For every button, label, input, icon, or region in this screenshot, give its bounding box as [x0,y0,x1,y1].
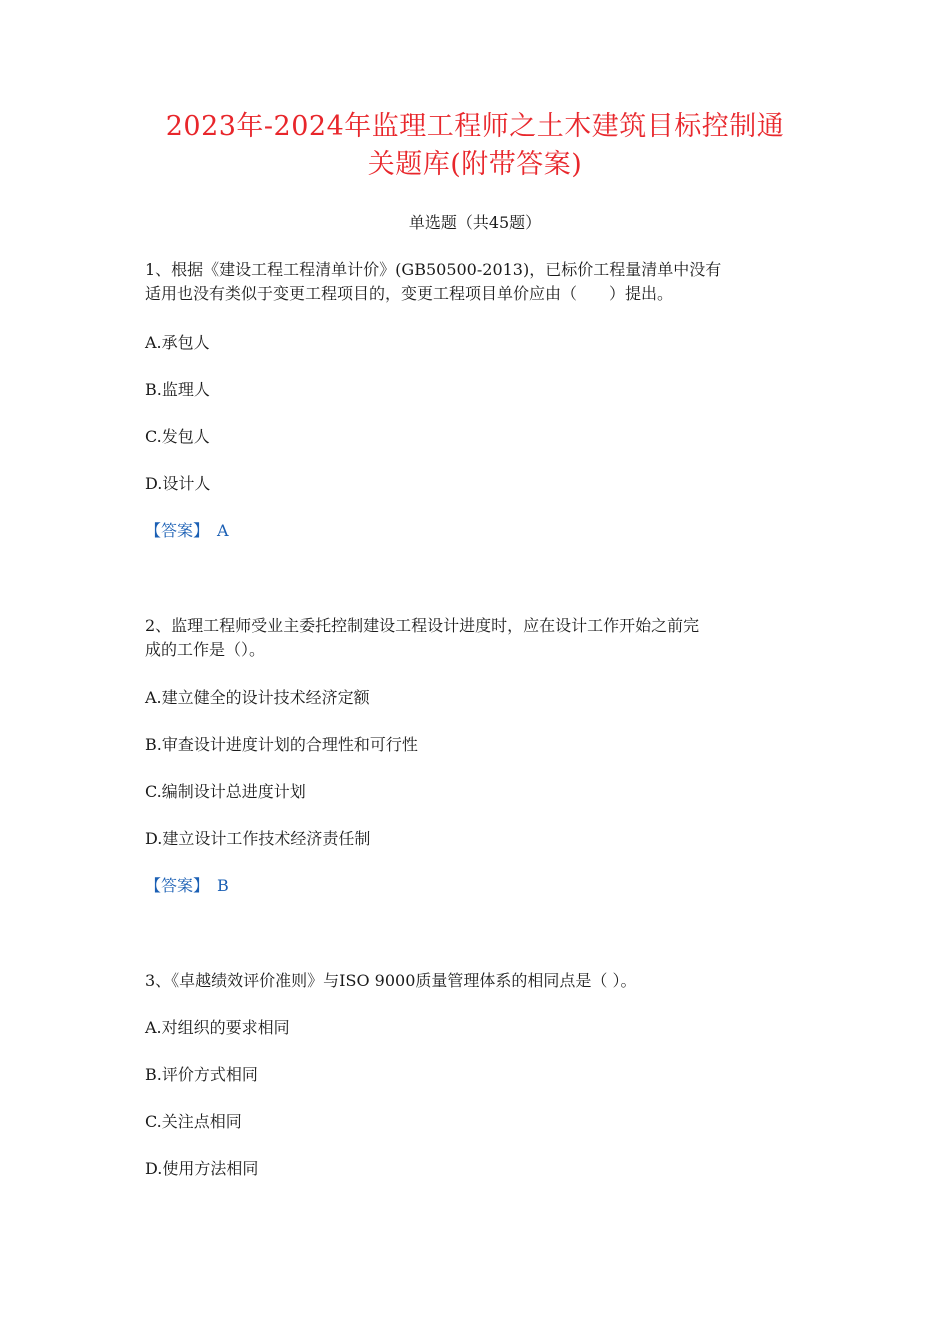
answer-value: A [217,521,229,540]
question-1-line-2: 适用也没有类似于变更工程项目的，变更工程项目单价应由（ ）提出。 [145,284,674,303]
question-2-line-1: 2、监理工程师受业主委托控制建设工程设计进度时，应在设计工作开始之前完 [145,616,700,635]
question-3-option-c: C.关注点相同 [145,1112,242,1131]
document-title [140,108,810,184]
question-2-line-2: 成的工作是（）。 [145,640,266,659]
answer-label: 【答案】 [145,521,210,540]
question-2-answer [145,874,825,898]
question-3-text [145,969,825,993]
question-3-option-b: B.评价方式相同 [145,1065,258,1084]
question-1-line-1: 1、根据《建设工程工程清单计价》(GB50500-2013)，已标价工程量清单中没有 [145,260,722,279]
answer-value: B [217,876,229,895]
title-line-1: 2023年-2024年监理工程师之土木建筑目标控制通 [165,111,785,142]
question-1-option-a: A.承包人 [145,333,210,352]
question-1-text [145,258,825,306]
question-1-option-b: B.监理人 [145,380,210,399]
question-3-line-1: 3、《卓越绩效评价准则》与ISO 9000质量管理体系的相同点是（ ）。 [145,971,637,990]
question-3-option-a: A.对组织的要求相同 [145,1018,290,1037]
section-heading: 单选题（共45题） [408,213,542,232]
question-2-option-d: D.建立设计工作技术经济责任制 [145,829,371,848]
question-3-option-d: D.使用方法相同 [145,1159,259,1178]
question-2-option-b: B.审查设计进度计划的合理性和可行性 [145,735,418,754]
title-line-2: 关题库(附带答案) [367,149,583,180]
question-2-text [145,614,825,662]
answer-label: 【答案】 [145,876,210,895]
question-1-option-d: D.设计人 [145,474,211,493]
question-1-answer [145,519,825,543]
question-1-option-c: C.发包人 [145,427,210,446]
question-2-option-c: C.编制设计总进度计划 [145,782,306,801]
question-2-option-a: A.建立健全的设计技术经济定额 [145,688,370,707]
